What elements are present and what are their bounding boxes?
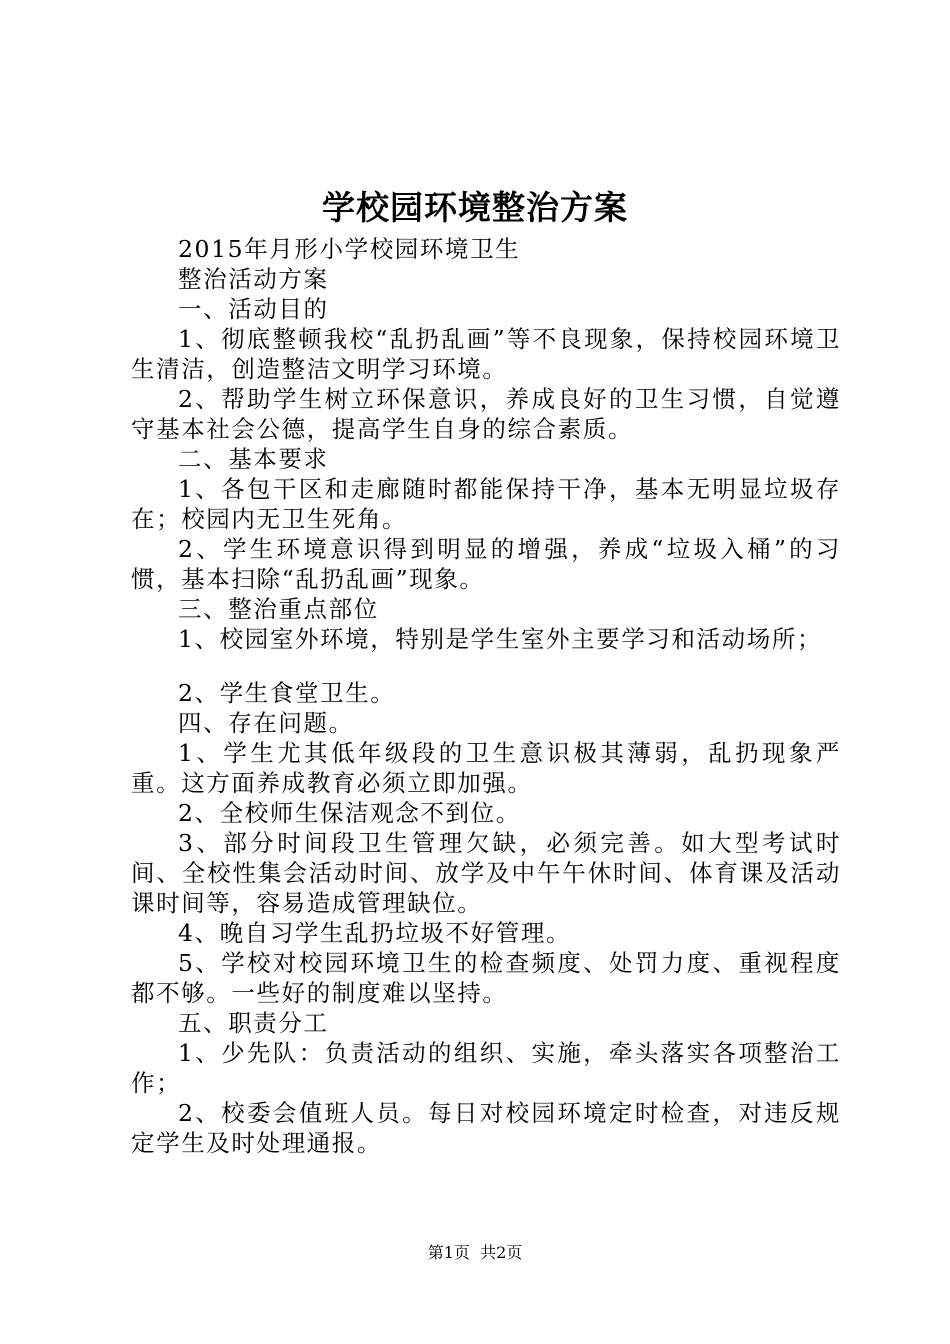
paragraph: 1、少先队：负责活动的组织、实施，牵头落实各项整治工作；: [131, 1039, 841, 1097]
paragraph: 2、全校师生保洁观念不到位。: [178, 799, 521, 827]
section-heading-4: 四、存在问题。: [178, 709, 354, 737]
paragraph-subtitle-line1: 2015年月形小学校园环境卫生: [178, 235, 521, 263]
paragraph-subtitle-line2: 整治活动方案: [178, 265, 329, 293]
paragraph: 3、部分时间段卫生管理欠缺，必须完善。如大型考试时间、全校性集会活动时间、放学及中午午休时间、体育课及活动课时间等，容易造成管理缺位。: [131, 829, 841, 917]
page-footer: [0, 1242, 950, 1264]
paragraph: 2、帮助学生树立环保意识，养成良好的卫生习惯，自觉遵守基本社会公德，提高学生自身的综合素质。: [131, 385, 841, 443]
paragraph: 2、学生食堂卫生。: [178, 679, 396, 707]
section-heading-5: 五、职责分工: [178, 1009, 329, 1037]
paragraph: 5、学校对校园环境卫生的检查频度、处罚力度、重视程度都不够。一些好的制度难以坚持。: [131, 949, 841, 1007]
paragraph: 2、校委会值班人员。每日对校园环境定时检查，对违反规定学生及时处理通报。: [131, 1099, 841, 1157]
paragraph: 1、校园室外环境，特别是学生室外主要学习和活动场所；: [178, 625, 823, 653]
document-title: 学校园环境整治方案: [322, 188, 628, 227]
paragraph: 1、学生尤其低年级段的卫生意识极其薄弱，乱扔现象严重。这方面养成教育必须立即加强。: [131, 739, 841, 797]
section-heading-2: 二、基本要求: [178, 445, 329, 473]
section-heading-1: 一、活动目的: [178, 295, 329, 323]
page-number: 第1页 共2页: [427, 1243, 523, 1262]
section-heading-3: 三、整治重点部位: [178, 595, 379, 623]
paragraph: 1、彻底整顿我校“乱扔乱画”等不良现象，保持校园环境卫生清洁，创造整洁文明学习环境。: [131, 325, 841, 383]
paragraph: 4、晚自习学生乱扔垃圾不好管理。: [178, 919, 572, 947]
paragraph: 1、各包干区和走廊随时都能保持干净，基本无明显垃圾存在；校园内无卫生死角。: [131, 475, 841, 533]
paragraph: 2、学生环境意识得到明显的增强，养成“垃圾入桶”的习惯，基本扫除“乱扔乱画”现象。: [131, 535, 841, 593]
document-body: [131, 234, 841, 1158]
